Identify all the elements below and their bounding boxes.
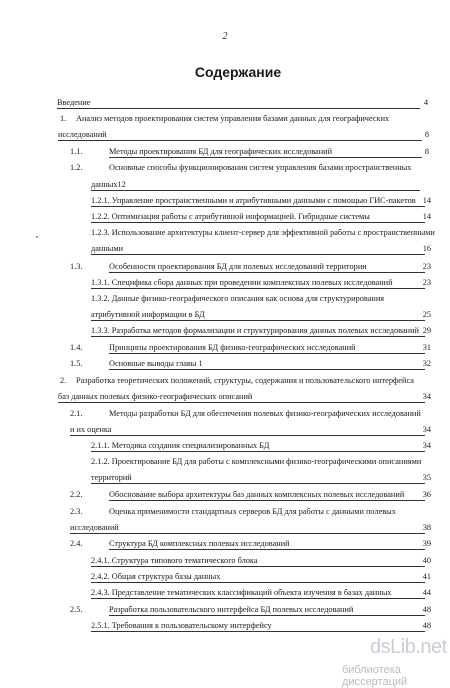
toc-page-number: 4 bbox=[423, 98, 428, 107]
watermark-text: библиотека диссертаций bbox=[342, 664, 408, 688]
toc-page-number: 8 bbox=[424, 130, 429, 139]
toc-entry-text: Введение bbox=[57, 98, 91, 107]
toc-entry-text: 2.4.2. Общая структура базы данных bbox=[91, 572, 221, 581]
toc-entry-text: данных12 bbox=[91, 180, 126, 189]
toc-underline bbox=[109, 500, 425, 501]
toc-entry-number: 1.2. bbox=[70, 163, 83, 172]
toc-page-number: 36 bbox=[422, 490, 431, 499]
toc-entry-text: 2.1.2. Проектирование БД для работы с комплексными физико-географическими описаниями bbox=[91, 457, 422, 466]
toc-entry-text: 1.3.1. Специфика сбора данных при проведении комплексных полевых исследований bbox=[91, 278, 393, 287]
toc-page-number: 23 bbox=[422, 278, 431, 287]
toc-underline bbox=[91, 582, 425, 583]
toc-page-number: 34 bbox=[422, 425, 431, 434]
toc-page-number: 34 bbox=[422, 441, 431, 450]
toc-underline bbox=[58, 140, 422, 141]
toc-page-number: 48 bbox=[422, 605, 431, 614]
toc-underline bbox=[58, 402, 425, 403]
toc-entry-text: Особенности проектирования БД для полевых исследований территории bbox=[109, 262, 367, 271]
watermark-logo: dsLib.net bbox=[370, 636, 447, 658]
toc-page-number: 32 bbox=[422, 359, 431, 368]
toc-page-number: 48 bbox=[422, 621, 431, 630]
toc-page-number: 23 bbox=[422, 262, 431, 271]
toc-entry-text: территорий bbox=[91, 473, 132, 482]
toc-underline bbox=[109, 272, 425, 273]
watermark bbox=[340, 636, 450, 688]
toc-page-number: 29 bbox=[422, 326, 431, 335]
toc-underline bbox=[91, 190, 420, 191]
toc-page-number: 14 bbox=[422, 196, 431, 205]
toc-entry-text: 1.2.2. Оптимизация работы с атрибутивной информацией. Гибридные системы bbox=[91, 212, 370, 221]
toc-entry-number: 2. bbox=[60, 376, 67, 385]
toc-page-number: 8 bbox=[424, 147, 429, 156]
toc-entry-text: баз данных полевых физико-географических описаний bbox=[58, 392, 253, 401]
toc-entry-text: Принципы проектирования БД физико-географических исследований bbox=[109, 343, 356, 352]
toc-underline bbox=[91, 483, 425, 484]
toc-page-number: 34 bbox=[422, 392, 431, 401]
toc-underline bbox=[109, 549, 425, 550]
toc-entry-text: и их оценка bbox=[70, 425, 112, 434]
toc-entry-text: Методы разработки БД для обеспечения полевых физико-географических исследований bbox=[109, 409, 421, 418]
toc-underline bbox=[109, 157, 422, 158]
toc-entry-text: атрибутивной информации в БД bbox=[91, 310, 205, 319]
toc-page-number: 41 bbox=[422, 572, 431, 581]
toc-entry-number: 2.5. bbox=[70, 605, 83, 614]
toc-entry-number: 2.1. bbox=[70, 409, 83, 418]
toc-page-number: 39 bbox=[422, 539, 431, 548]
toc-entry-text: Структура БД комплексных полевых исследований bbox=[109, 539, 290, 548]
toc-entry-number: 2.3. bbox=[70, 507, 83, 516]
toc-entry-text: 2.1.1. Методика создания специализированных БД bbox=[91, 441, 270, 450]
toc-page-number: 38 bbox=[422, 523, 431, 532]
page-title: Содержание bbox=[194, 64, 282, 80]
toc-entry-text: Основные способы функционирования систем управления базами пространственных bbox=[109, 163, 412, 172]
toc-entry-text: 1.3.3. Разработка методов формализации и структурирования данных полевых исследований bbox=[91, 326, 419, 335]
toc-page-number: 25 bbox=[422, 310, 431, 319]
toc-entry-text: Методы проектирования БД для географических исследований bbox=[109, 147, 333, 156]
toc-underline bbox=[91, 566, 425, 567]
toc-page-number: 44 bbox=[422, 588, 431, 597]
toc-entry-number: 2.2. bbox=[70, 490, 83, 499]
toc-underline bbox=[70, 435, 425, 436]
toc-entry-text: 2.4.1. Структура типового тематического блока bbox=[91, 556, 258, 565]
toc-underline bbox=[91, 254, 425, 255]
toc-entry-number: 1.5. bbox=[70, 359, 83, 368]
toc-entry-text: Анализ методов проектирования систем управления базами данных для географических bbox=[76, 114, 390, 123]
toc-underline bbox=[109, 369, 425, 370]
page-number: 2 bbox=[222, 31, 228, 42]
toc-entry-number: 1.4. bbox=[70, 343, 83, 352]
toc-entry-text: Разработка теоретических положений, структуры, содержания и пользовательского интерфейса bbox=[76, 376, 414, 385]
toc-entry-text: исследований bbox=[58, 130, 107, 139]
toc-underline bbox=[91, 631, 425, 632]
toc-entry-number: 1. bbox=[60, 114, 67, 123]
toc-page-number: 35 bbox=[422, 473, 431, 482]
toc-underline bbox=[109, 615, 425, 616]
toc-underline bbox=[70, 533, 425, 534]
toc-entry-text: Оценка применимости стандартных серверов БД для работы с данными полевых bbox=[109, 507, 396, 516]
toc-underline bbox=[91, 320, 425, 321]
toc-page-number: 16 bbox=[422, 244, 431, 253]
toc-entry-number: 1.3. bbox=[70, 262, 83, 271]
toc-entry-text: Разработка пользовательского интерфейса БД полевых исследований bbox=[109, 605, 354, 614]
toc-entry-number: 2.4. bbox=[70, 539, 83, 548]
toc-entry-text: 1.2.1. Управление пространственными и атрибутивными данными с помощью ГИС-пакетов bbox=[91, 196, 416, 205]
toc-underline bbox=[91, 288, 425, 289]
toc-entry-number: 1.1. bbox=[70, 147, 83, 156]
toc-page-number: 14 bbox=[422, 212, 431, 221]
toc-entry-text: 2.4.3. Представление тематических классификаций объекта изучения в базах данных bbox=[91, 588, 392, 597]
toc-underline bbox=[91, 206, 425, 207]
toc-entry-text: 1.3.2. Данные физико-географического описания как основа для структурирования bbox=[91, 294, 385, 303]
toc-entry-text: данными bbox=[91, 244, 124, 253]
toc-underline bbox=[91, 598, 425, 599]
toc-entry-text: 1.2.3. Использование архитектуры клиент-сервер для эффективной работы с пространственными bbox=[91, 228, 435, 237]
toc-page-number: 40 bbox=[422, 556, 431, 565]
toc-entry-text: Основные выводы главы 1 bbox=[109, 359, 203, 368]
toc-underline bbox=[57, 108, 420, 109]
toc-underline bbox=[91, 336, 425, 337]
toc-entry-text: 2.5.1. Требования к пользовательскому интерфейсу bbox=[91, 621, 272, 630]
toc-underline bbox=[91, 222, 425, 223]
toc-underline bbox=[91, 451, 425, 452]
toc-entry-text: Обоснование выбора архитектуры баз данных комплексных полевых исследований bbox=[109, 490, 405, 499]
toc-entry-text: исследований bbox=[70, 523, 119, 532]
toc-page-number: 31 bbox=[422, 343, 431, 352]
scan-speck bbox=[36, 236, 38, 238]
toc-underline bbox=[109, 353, 425, 354]
